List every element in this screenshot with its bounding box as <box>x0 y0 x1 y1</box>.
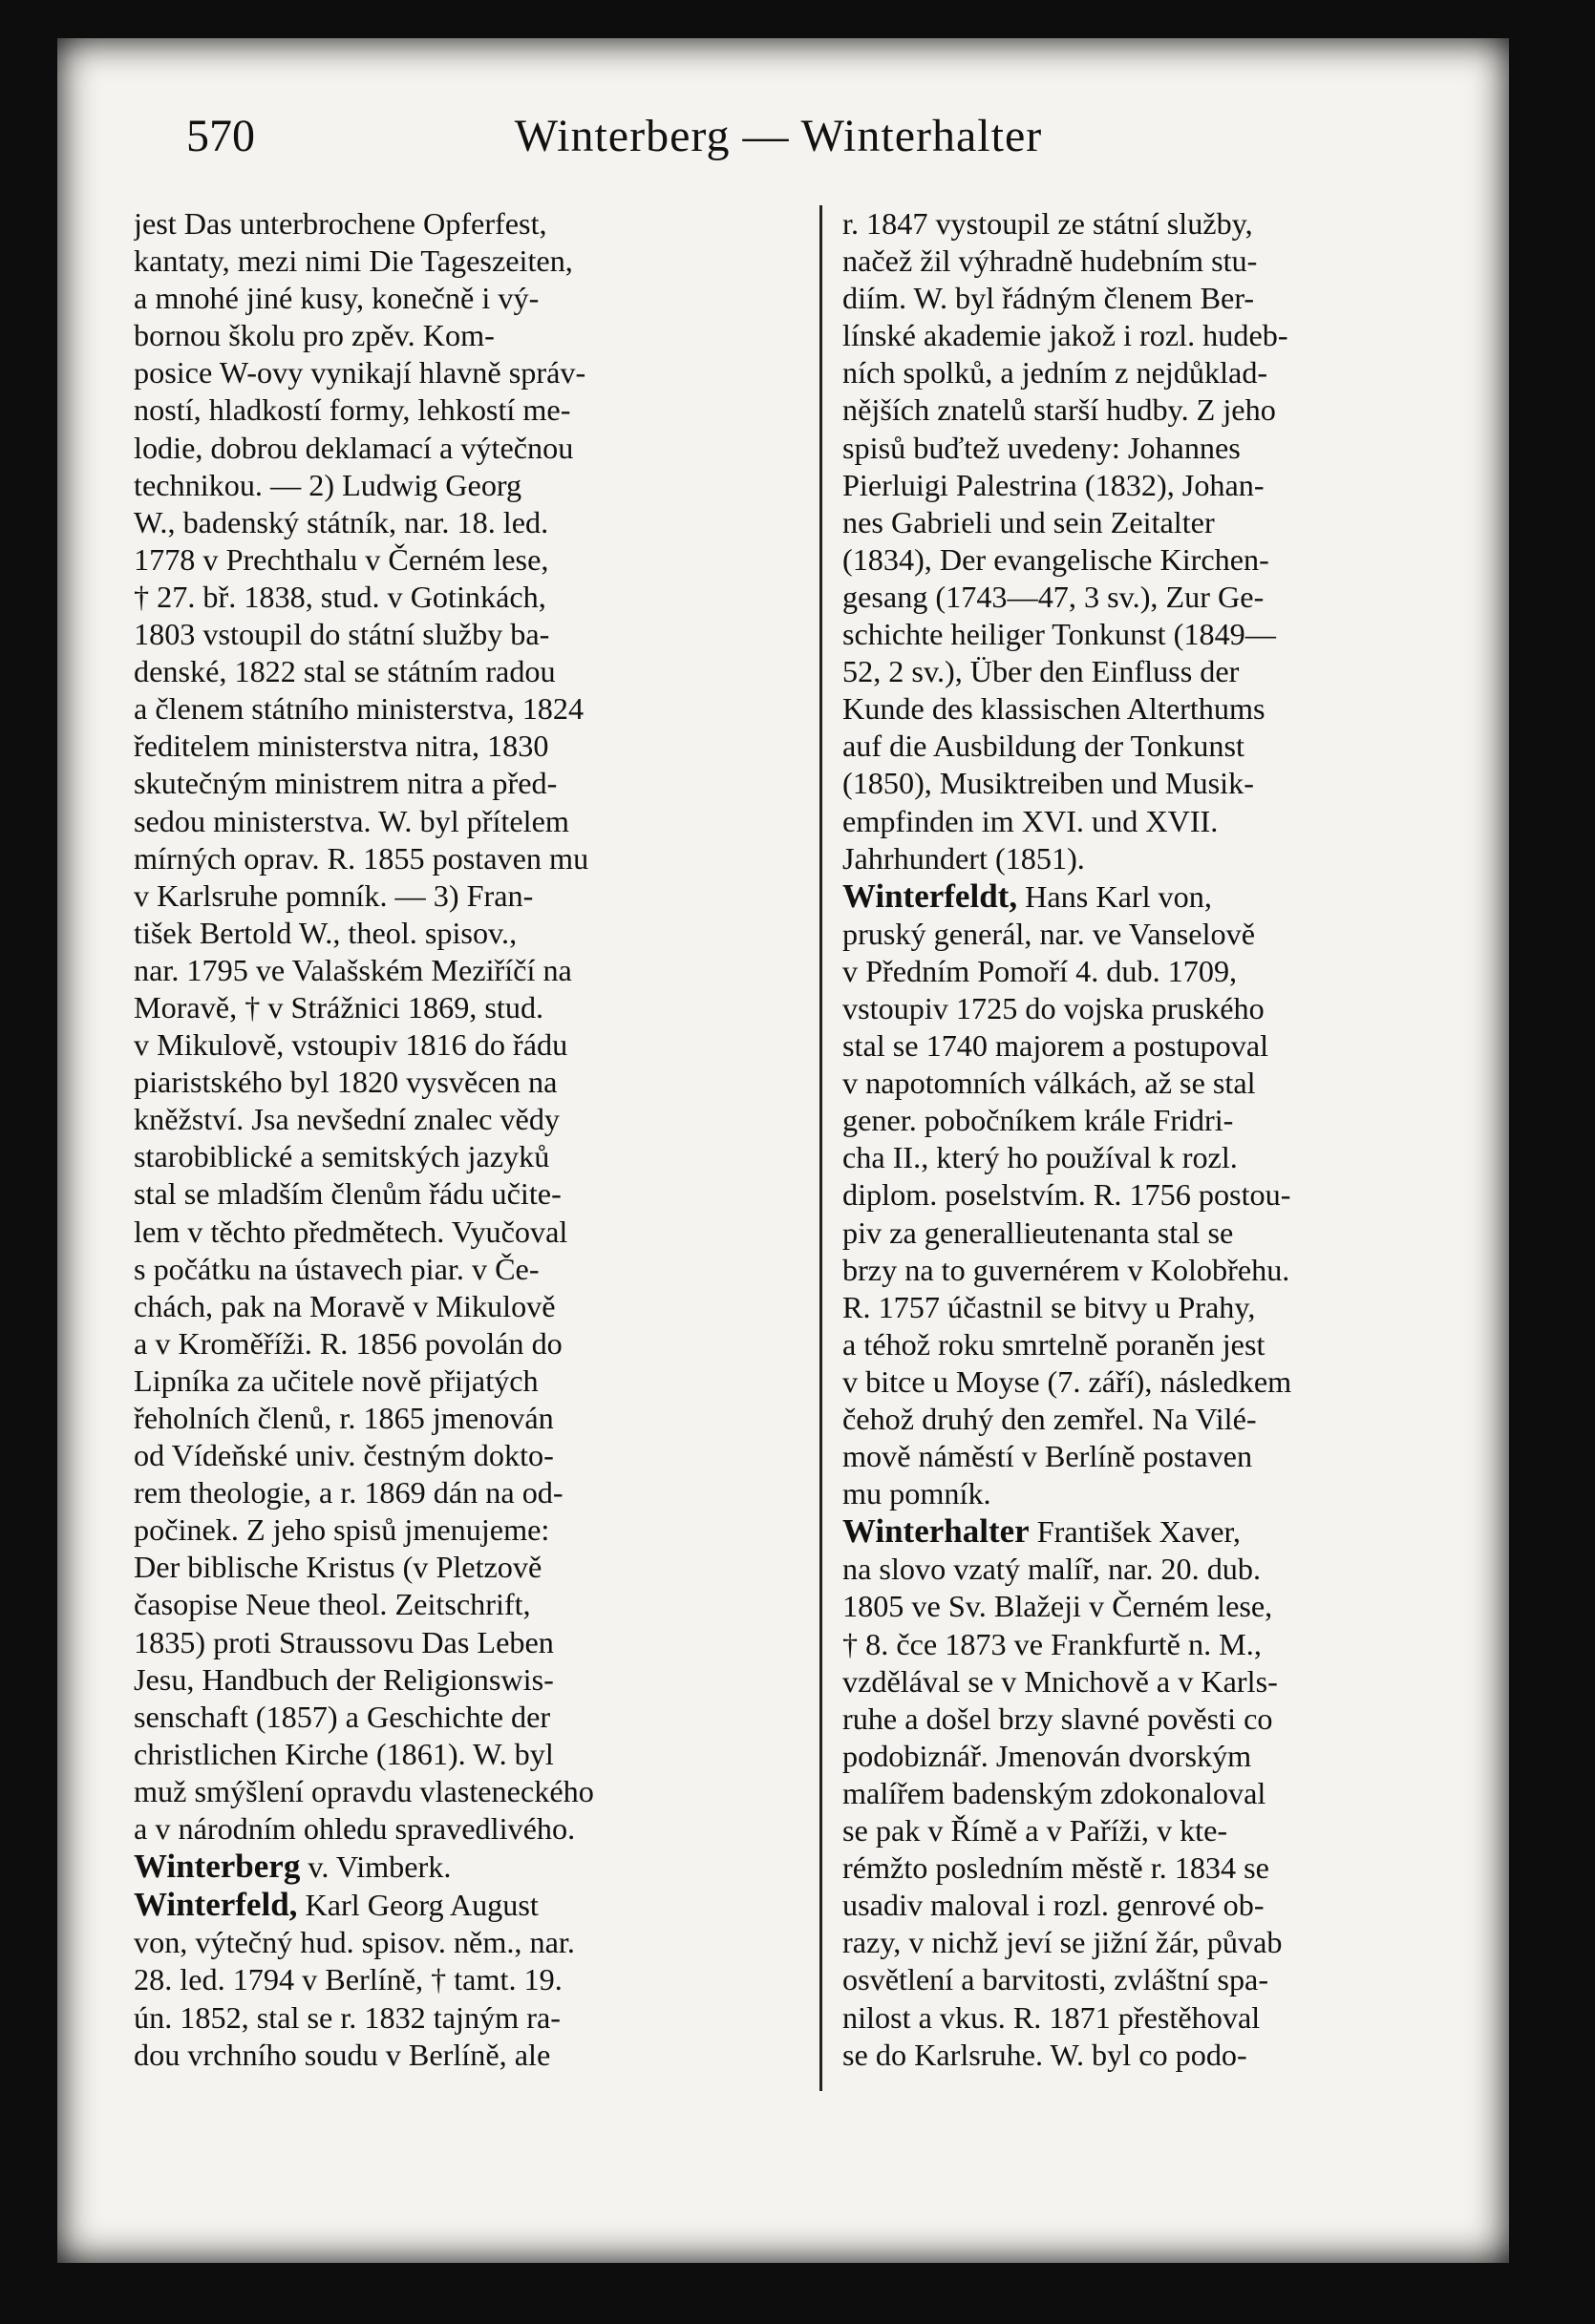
text-line: muž smýšlení opravdu vlasteneckého <box>134 1773 594 1808</box>
text-line: jest Das unterbrochene Opferfest, <box>134 206 547 241</box>
text-line: denské, 1822 stal se státním radou <box>134 654 556 689</box>
text-line: Kunde des klassischen Alterthums <box>842 691 1265 727</box>
text-line: cha II., který ho používal k rozl. <box>842 1140 1238 1175</box>
text-line: Pierluigi Palestrina (1832), Johan- <box>842 467 1265 502</box>
text-line: a členem státního ministerstva, 1824 <box>134 691 585 727</box>
text-line: počinek. Z jeho spisů jmenujeme: <box>134 1512 550 1548</box>
text-line: 1805 ve Sv. Blažeji v Černém lese, <box>842 1589 1273 1624</box>
text-line: 28. led. 1794 v Berlíně, † tamt. 19. <box>134 1962 563 1997</box>
text-line: W., badenský státník, nar. 18. led. <box>134 504 549 539</box>
text-line: v Předním Pomoří 4. dub. 1709, <box>842 953 1238 988</box>
text-line: v napotomních válkách, až se stal <box>842 1066 1256 1101</box>
text-line: Jahrhundert (1851). <box>842 840 1085 876</box>
text-line: rem theologie, a r. 1869 dán na od- <box>134 1475 564 1511</box>
text-line: v Karlsruhe pomník. — 3) Fran- <box>134 877 534 913</box>
text-line: piv za generallieutenanta stal se <box>842 1215 1234 1250</box>
text-line: se pak v Římě a v Paříži, v kte- <box>842 1813 1228 1849</box>
text-line: vstoupiv 1725 do vojska pruského <box>842 990 1265 1025</box>
text-line: tišek Bertold W., theol. spisov., <box>134 915 518 950</box>
text-line: lem v těchto předmětech. Vyučoval <box>134 1214 568 1249</box>
text-line: spisů buďtež uvedeny: Johannes <box>842 430 1241 465</box>
text-line: osvětlení a barvitosti, zvláštní spa- <box>842 1962 1269 1997</box>
text-line: bornou školu pro zpěv. Kom- <box>134 318 495 353</box>
text-line: Der biblische Kristus (v Pletzově <box>134 1550 542 1585</box>
text-line: diplom. poselstvím. R. 1756 postou- <box>842 1177 1291 1213</box>
text-line: ún. 1852, stal se r. 1832 tajným ra- <box>134 1999 561 2035</box>
text-line: schichte heiliger Tonkunst (1849— <box>842 617 1276 652</box>
text-line: brzy na to guvernérem v Kolobřehu. <box>842 1252 1290 1287</box>
text-line: diím. W. byl řádným členem Ber- <box>842 281 1255 316</box>
text-line: Moravě, † v Strážnici 1869, stud. <box>134 989 544 1025</box>
text-line: podobiznář. Jmenován dvorským <box>842 1738 1252 1773</box>
text-line: † 8. čce 1873 ve Frankfurtě n. M., <box>842 1626 1262 1661</box>
text-line: (1850), Musiktreiben und Musik- <box>842 766 1254 801</box>
text-line: technikou. — 2) Ludwig Georg <box>134 467 522 502</box>
text-line: rémžto posledním městě r. 1834 se <box>842 1850 1269 1886</box>
page-header <box>186 110 1223 196</box>
column-divider <box>819 205 822 2091</box>
text-line: se do Karlsruhe. W. byl co podo- <box>842 2037 1247 2072</box>
text-line: Winterfeldt, Hans Karl von, <box>842 877 1212 915</box>
text-line: vzdělával se v Mnichově a v Karls- <box>842 1663 1278 1699</box>
text-line: r. 1847 vystoupil ze státní služby, <box>842 206 1253 241</box>
text-line: na slovo vzatý malíř, nar. 20. dub. <box>842 1552 1262 1587</box>
text-line: s počátku na ústavech piar. v Če- <box>134 1251 540 1286</box>
text-line: stal se 1740 majorem a postupoval <box>842 1028 1269 1064</box>
right-column <box>842 205 1511 2134</box>
page-number: 570 <box>186 111 255 161</box>
text-line: von, výtečný hud. spisov. něm., nar. <box>134 1925 575 1960</box>
text-line: nějších znatelů starší hudby. Z jeho <box>842 392 1276 428</box>
text-line: starobiblické a semitských jazyků <box>134 1139 550 1174</box>
text-line: od Vídeňské univ. čestným dokto- <box>134 1438 554 1473</box>
text-line: dou vrchního soudu v Berlíně, ale <box>134 2037 551 2072</box>
text-line: a v Kroměříži. R. 1856 povolán do <box>134 1325 563 1361</box>
text-line: kantaty, mezi nimi Die Tageszeiten, <box>134 243 573 279</box>
text-line: v bitce u Moyse (7. září), následkem <box>842 1363 1292 1399</box>
text-line: ních spolků, a jedním z nejdůklad- <box>842 355 1268 391</box>
text-line: 1803 vstoupil do státní služby ba- <box>134 617 550 652</box>
text-line: kněžství. Jsa nevšední znalec vědy <box>134 1102 561 1137</box>
text-line: nes Gabrieli und sein Zeitalter <box>842 504 1215 539</box>
text-line: senschaft (1857) a Geschichte der <box>134 1699 551 1734</box>
text-line: usadiv maloval i rozl. genrové ob- <box>842 1888 1265 1923</box>
text-line: a v národním ohledu spravedlivého. <box>134 1811 576 1847</box>
text-line: Lipníka za učitele nově přijatých <box>134 1363 539 1398</box>
text-line: gesang (1743—47, 3 sv.), Zur Ge- <box>842 579 1265 614</box>
text-line: načež žil výhradně hudebním stu- <box>842 243 1258 279</box>
text-line: mově náměstí v Berlíně postaven <box>842 1439 1253 1474</box>
text-line: ruhe a došel brzy slavné pověsti co <box>842 1701 1273 1736</box>
text-line: stal se mladším členům řádu učite- <box>134 1176 562 1212</box>
text-line: řeholních členů, r. 1865 jmenován <box>134 1401 554 1435</box>
text-line: v Mikulově, vstoupiv 1816 do řádu <box>134 1027 568 1063</box>
text-line: sedou ministerstva. W. byl přítelem <box>134 803 569 838</box>
text-line: čehož druhý den zemřel. Na Vilé- <box>842 1402 1257 1436</box>
text-line: pruský generál, nar. ve Vanselově <box>842 916 1256 951</box>
text-line: gener. pobočníkem krále Fridri- <box>842 1103 1234 1138</box>
text-line: malířem badenským zdokonaloval <box>842 1775 1266 1810</box>
text-line: Winterfeld, Karl Georg August <box>134 1886 539 1924</box>
text-line: empfinden im XVI. und XVII. <box>842 803 1219 838</box>
text-line: Winterhalter František Xaver, <box>842 1512 1241 1551</box>
text-line: auf die Ausbildung der Tonkunst <box>842 729 1244 764</box>
text-line: Jesu, Handbuch der Religionswis- <box>134 1661 554 1697</box>
text-line: ředitelem ministerstva nitra, 1830 <box>134 729 549 764</box>
text-line: christlichen Kirche (1861). W. byl <box>134 1736 554 1771</box>
text-line: nar. 1795 ve Valašském Meziříčí na <box>134 952 572 987</box>
text-line: časopise Neue theol. Zeitschrift, <box>134 1587 531 1622</box>
text-line: posice W-ovy vynikají hlavně správ- <box>134 355 586 391</box>
left-column <box>134 205 807 2134</box>
text-line: 1835) proti Straussovu Das Leben <box>134 1624 554 1659</box>
text-line: chách, pak na Moravě v Mikulově <box>134 1288 556 1323</box>
text-line: skutečným ministrem nitra a před- <box>134 766 558 801</box>
text-line: lodie, dobrou deklamací a výtečnou <box>134 430 574 465</box>
text-line: a téhož roku smrtelně poraněn jest <box>842 1326 1265 1362</box>
text-line: ností, hladkostí formy, lehkostí me- <box>134 392 571 428</box>
text-line: 52, 2 sv.), Über den Einfluss der <box>842 654 1240 689</box>
text-line: piaristského byl 1820 vysvěcen na <box>134 1065 558 1100</box>
running-title: Winterberg — Winterhalter <box>514 111 1043 161</box>
text-line: razy, v nichž jeví se jižní žár, půvab <box>842 1925 1283 1960</box>
text-line: mu pomník. <box>842 1476 991 1511</box>
text-line: mírných oprav. R. 1855 postaven mu <box>134 840 589 876</box>
text-line: a mnohé jiné kusy, konečně i vý- <box>134 281 540 316</box>
text-line: † 27. bř. 1838, stud. v Gotinkách, <box>134 579 546 614</box>
text-line: Winterberg v. Vimberk. <box>134 1848 452 1886</box>
text-line: 1778 v Prechthalu v Černém lese, <box>134 541 549 577</box>
text-line: nilost a vkus. R. 1871 přestěhoval <box>842 1999 1261 2035</box>
text-line: línské akademie jakož i rozl. hudeb- <box>842 318 1288 353</box>
text-line: (1834), Der evangelische Kirchen- <box>842 541 1269 577</box>
text-line: R. 1757 účastnil se bitvy u Prahy, <box>842 1289 1256 1324</box>
